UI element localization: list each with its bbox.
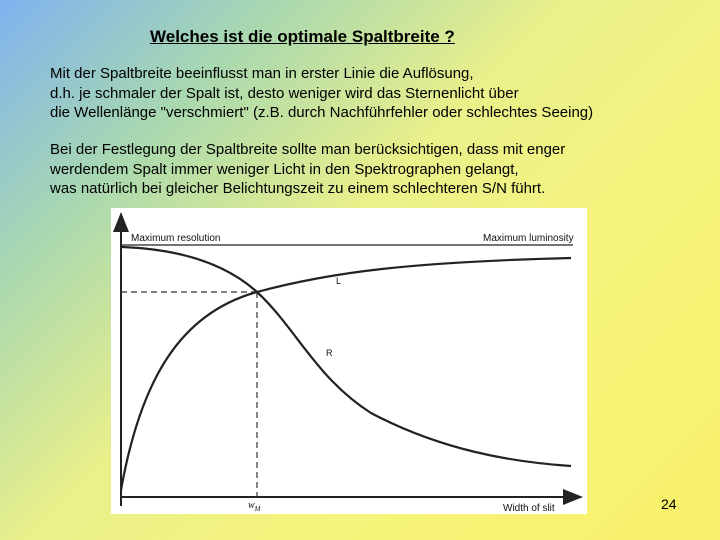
text-line: was natürlich bei gleicher Belichtungszeit zu einem schlechteren S/N führt.	[50, 180, 546, 197]
text-line: Bei der Festlegung der Spaltbreite sollte man berücksichtigen, dass mit enger	[50, 141, 566, 158]
chart-svg	[111, 208, 587, 514]
paragraph-light-loss	[50, 140, 565, 199]
optimum-width-label: $w_M$	[248, 500, 261, 513]
text-line: werdendem Spalt immer weniger Licht in den Spektrographen gelangt,	[50, 160, 519, 178]
paragraph-resolution	[50, 64, 593, 123]
series-r-label: R	[326, 348, 333, 358]
series-l-label: L	[336, 276, 342, 286]
text-line: die Wellenlänge "verschmiert" (z.B. durch Nachführfehler oder schlechtes Seeing)	[50, 104, 594, 121]
top-right-label: Maximum luminosity	[483, 233, 574, 244]
x-axis-label: Width of slit	[503, 503, 555, 514]
page-number: 24	[661, 496, 677, 512]
series-l-curve	[121, 258, 571, 490]
series-r-curve	[121, 247, 571, 466]
text-line: Mit der Spaltbreite beeinflusst man in erster Linie die Auflösung,	[50, 65, 474, 82]
slit-width-chart	[111, 208, 587, 514]
top-left-label: Maximum resolution	[131, 233, 221, 244]
text-line: d.h. je schmaler der Spalt ist, desto weniger wird das Sternenlicht über	[50, 84, 519, 102]
slide-title: Welches ist die optimale Spaltbreite ?	[150, 27, 455, 46]
